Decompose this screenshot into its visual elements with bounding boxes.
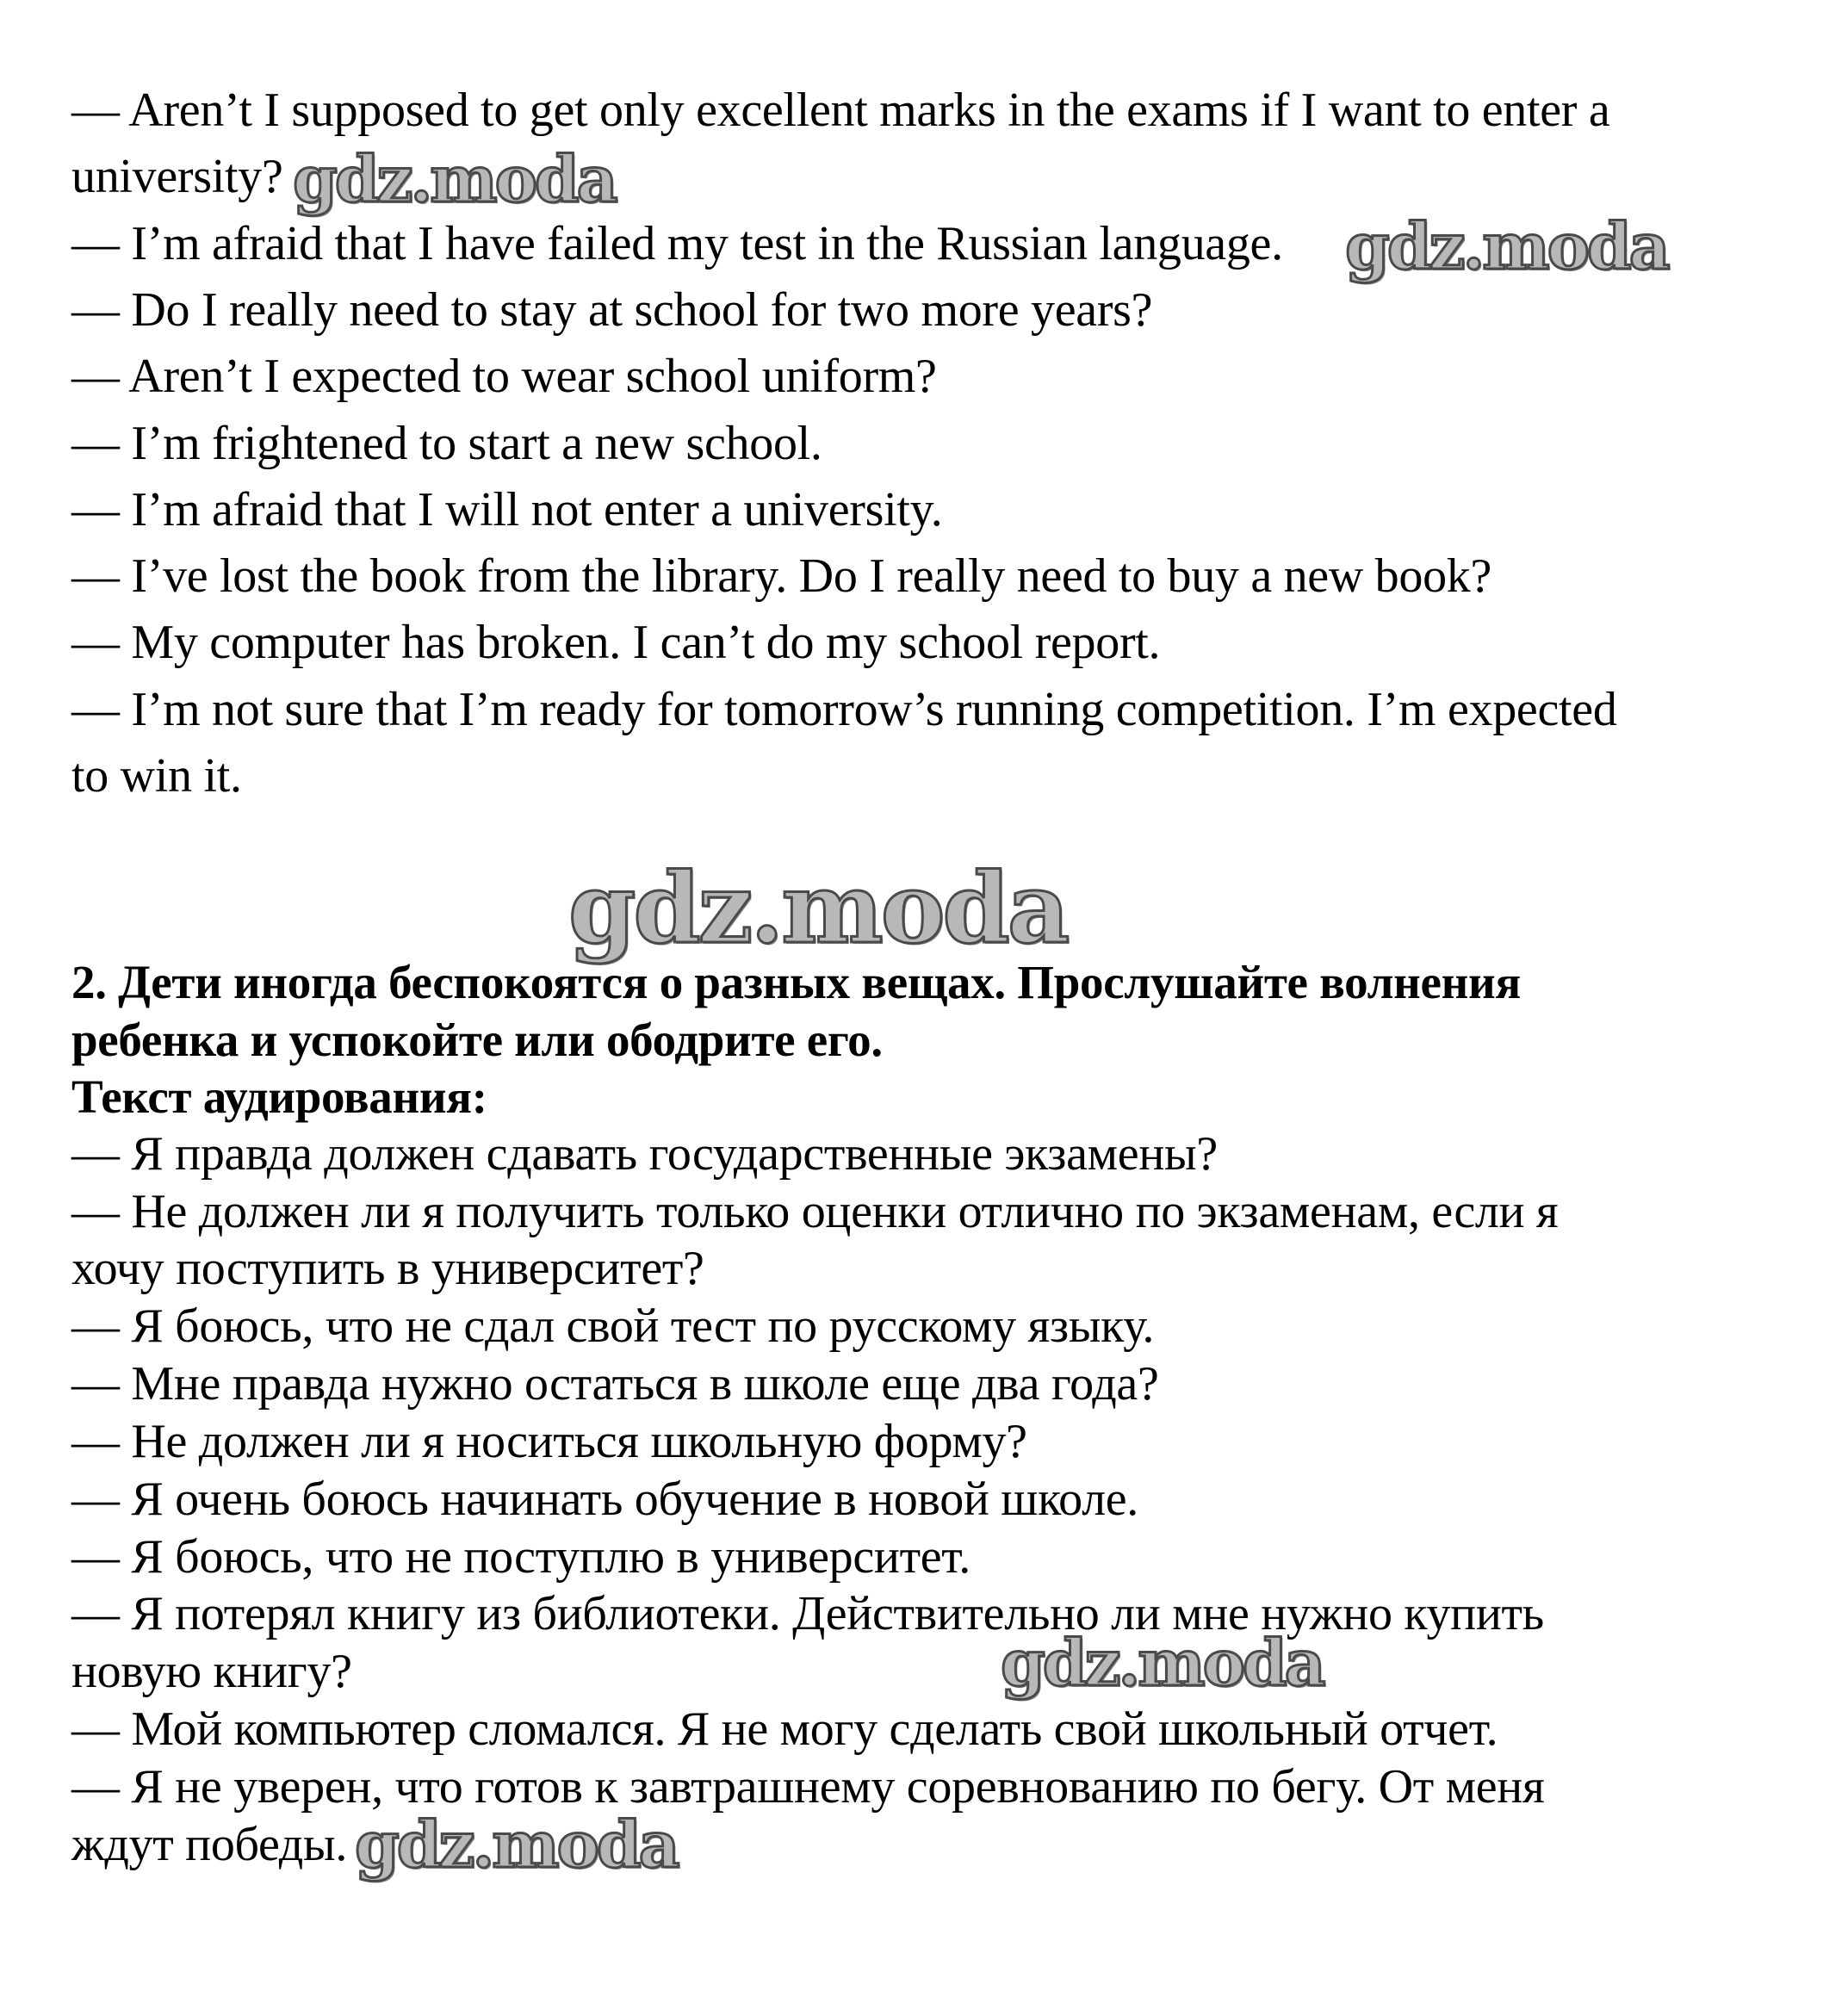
russian-line-1: — Я правда должен сдавать государственные экзамены?: [71, 1127, 1218, 1181]
english-line-3: — I’m afraid that I have failed my test in the Russian language.: [71, 217, 1283, 270]
task-heading-line-2: ребенка и успокойте или ободрите его.: [71, 1014, 883, 1066]
english-line-4: — Do I really need to stay at school for two more years?: [71, 283, 1153, 337]
watermark-logo: gdz.moda: [355, 1808, 678, 1882]
russian-line-5: — Мне правда нужно остаться в школе еще два года?: [71, 1357, 1159, 1411]
russian-line-4: — Я боюсь, что не сдал свой тест по русскому языку.: [71, 1299, 1155, 1353]
russian-line-7: — Я очень боюсь начинать обучение в новой школе.: [71, 1473, 1139, 1526]
watermark-logo: gdz.moda: [1345, 210, 1668, 284]
russian-line-8: — Я боюсь, что не поступлю в университет.: [71, 1530, 971, 1584]
english-line-5: — Aren’t I expected to wear school uniform?: [71, 350, 937, 403]
document-page: [71, 0, 1794, 2009]
russian-line-11: — Мой компьютер сломался. Я не могу сделать свой школьный отчет.: [71, 1702, 1498, 1756]
english-line-11: to win it.: [71, 749, 242, 803]
russian-line-6: — Не должен ли я носиться школьную форму?: [71, 1415, 1027, 1468]
watermark-logo: gdz.moda: [568, 853, 1068, 965]
english-line-1: — Aren’t I supposed to get only excellent marks in the exams if I want to enter a: [71, 84, 1610, 137]
russian-line-2: — Не должен ли я получить только оценки отлично по экзаменам, если я: [71, 1185, 1559, 1238]
russian-line-13: ждут победы.: [71, 1818, 348, 1871]
english-line-8: — I’ve lost the book from the library. Do I really need to buy a new book?: [71, 549, 1492, 603]
english-line-2: university?: [71, 150, 283, 203]
english-line-10: — I’m not sure that I’m ready for tomorrow’s running competition. I’m expected: [71, 683, 1617, 736]
english-line-7: — I’m afraid that I will not enter a university.: [71, 483, 943, 536]
russian-line-3: хочу поступить в университет?: [71, 1242, 704, 1295]
russian-line-10: новую книгу?: [71, 1645, 352, 1698]
english-line-9: — My computer has broken. I can’t do my school report.: [71, 616, 1161, 669]
russian-line-9: — Я потерял книгу из библиотеки. Действительно ли мне нужно купить: [71, 1587, 1544, 1640]
english-line-6: — I’m frightened to start a new school.: [71, 417, 822, 470]
task-subheading: Текст аудирования:: [71, 1070, 487, 1123]
watermark-logo: gdz.moda: [1001, 1627, 1324, 1701]
task-heading-line-1: 2. Дети иногда беспокоятся о разных вещах. Прослушайте волнения: [71, 956, 1521, 1008]
watermark-logo: gdz.moda: [293, 143, 616, 217]
russian-line-12: — Я не уверен, что готов к завтрашнему соревнованию по бегу. От меня: [71, 1760, 1545, 1814]
